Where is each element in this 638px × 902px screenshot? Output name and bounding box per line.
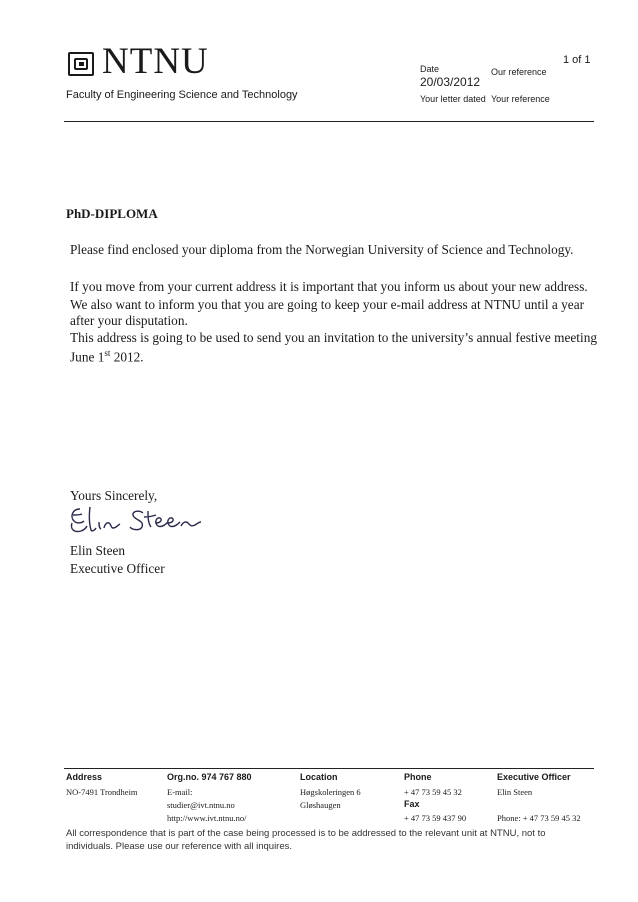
footer-fax-value: + 47 73 59 437 90: [404, 813, 467, 823]
festive-date-prefix: June 1: [70, 349, 105, 365]
footer-location-label: Location: [300, 772, 338, 782]
footer-web-link[interactable]: http://www.ivt.ntnu.no/: [167, 813, 247, 823]
faculty-name: Faculty of Engineering Science and Technology: [66, 89, 298, 101]
header-divider: [64, 121, 594, 122]
footer-address-label: Address: [66, 772, 103, 782]
festive-date-year: 2012.: [110, 349, 144, 365]
ntnu-logo-inner: [74, 58, 88, 70]
footer-address-value: NO-7491 Trondheim: [66, 787, 138, 797]
paragraph-2-line-3: after your disputation.: [70, 313, 188, 328]
our-reference-label: Our reference: [491, 67, 547, 77]
paragraph-2-line-1: If you move from your current address it is important that you inform us about your new address.: [70, 279, 588, 294]
festive-date-suffix-sup: st: [104, 348, 111, 358]
ntnu-logo-icon: [68, 52, 94, 76]
footer-org-label: Org.no. 974 767 880: [167, 772, 252, 782]
date-value: 20/03/2012: [420, 75, 481, 89]
date-label: Date: [420, 64, 440, 74]
footer-fax-label: Fax: [404, 799, 420, 809]
footer-email-link[interactable]: studier@ivt.ntnu.no: [167, 800, 235, 810]
correspondence-notice: All correspondence that is part of the case being processed is to be addressed to the relevant unit at NTNU, not to individuals. Please use our reference with all inquires.: [66, 828, 546, 852]
footer-exec-label: Executive Officer: [497, 772, 571, 782]
signature-icon: [68, 503, 208, 537]
logo-text: NTNU: [102, 41, 209, 82]
signer-name: Elin Steen: [70, 543, 126, 558]
letter-heading: PhD-DIPLOMA: [66, 206, 158, 221]
footer-exec-name: Elin Steen: [497, 787, 533, 797]
your-letter-dated-label: Your letter dated: [420, 94, 486, 104]
paragraph-3-line-2: [70, 345, 144, 365]
page-count: 1 of 1: [563, 54, 591, 66]
paragraph-2-line-2: We also want to inform you that you are going to keep your e-mail address at NTNU until a year: [70, 297, 585, 312]
footer-location-line-2: Gløshaugen: [300, 800, 341, 810]
your-reference-label: Your reference: [491, 94, 550, 104]
footer-phone-value: + 47 73 59 45 32: [404, 787, 462, 797]
footer-email-label: E-mail:: [167, 787, 193, 797]
paragraph-3-line-1: This address is going to be used to send you an invitation to the university’s annual festive meeting: [70, 330, 597, 345]
footer-divider: [64, 768, 594, 769]
paragraph-1: Please find enclosed your diploma from the Norwegian University of Science and Technology.: [70, 242, 574, 257]
ntnu-logo-core: [79, 62, 84, 66]
signer-title: Executive Officer: [70, 561, 165, 576]
closing: Yours Sincerely,: [70, 488, 158, 503]
footer-exec-phone: Phone: + 47 73 59 45 32: [497, 813, 581, 823]
footer-phone-label: Phone: [404, 772, 432, 782]
footer-location-line-1: Høgskoleringen 6: [300, 787, 361, 797]
